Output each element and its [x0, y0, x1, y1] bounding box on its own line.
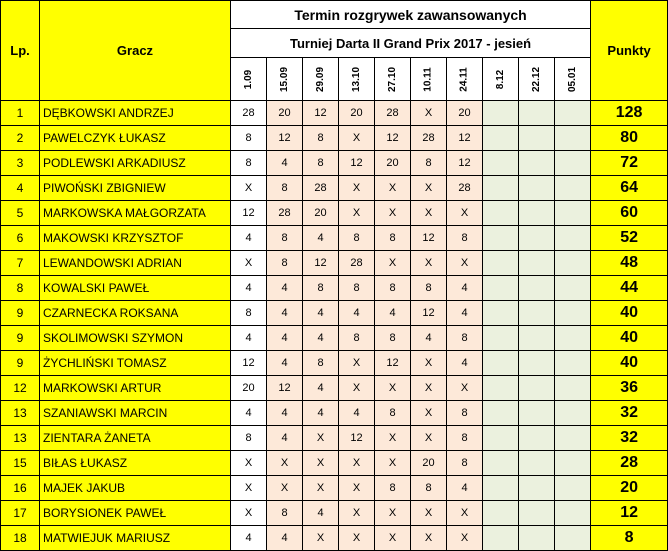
points-cell: 8 — [591, 526, 668, 551]
score-cell — [519, 501, 555, 526]
score-cell — [555, 176, 591, 201]
score-cell: X — [447, 376, 483, 401]
date-header — [267, 58, 303, 101]
points-cell: 40 — [591, 301, 668, 326]
score-cell: 12 — [447, 126, 483, 151]
date-label: 29.09 — [315, 66, 326, 92]
score-cell: 12 — [339, 426, 375, 451]
score-cell — [519, 351, 555, 376]
rank-cell: 7 — [1, 251, 40, 276]
score-cell: 12 — [411, 226, 447, 251]
score-cell — [555, 276, 591, 301]
score-cell: X — [447, 201, 483, 226]
score-cell: X — [303, 476, 339, 501]
score-cell: 8 — [231, 301, 267, 326]
score-cell: X — [303, 451, 339, 476]
score-cell — [555, 526, 591, 551]
table-row — [1, 451, 668, 476]
score-cell: 12 — [339, 151, 375, 176]
rank-cell: 4 — [1, 176, 40, 201]
date-header — [375, 58, 411, 101]
score-cell: 8 — [411, 276, 447, 301]
score-cell: X — [411, 501, 447, 526]
points-cell: 48 — [591, 251, 668, 276]
score-cell: X — [339, 351, 375, 376]
score-cell — [519, 101, 555, 126]
score-cell: 8 — [303, 351, 339, 376]
score-cell: 4 — [339, 301, 375, 326]
score-cell: X — [231, 501, 267, 526]
score-cell: X — [375, 376, 411, 401]
score-cell — [555, 376, 591, 401]
score-cell: 8 — [267, 176, 303, 201]
rank-cell: 15 — [1, 451, 40, 476]
score-cell — [555, 501, 591, 526]
score-cell — [519, 201, 555, 226]
score-cell: X — [303, 526, 339, 551]
player-name-cell: ŻYCHLIŃSKI TOMASZ — [40, 351, 231, 376]
player-name-cell: MATWIEJUK MARIUSZ — [40, 526, 231, 551]
date-label: 24.11 — [458, 66, 470, 92]
points-cell: 128 — [591, 101, 668, 126]
score-cell: 4 — [303, 301, 339, 326]
score-cell — [483, 526, 519, 551]
score-cell: X — [411, 201, 447, 226]
score-cell: 20 — [411, 451, 447, 476]
score-cell — [483, 351, 519, 376]
player-name-cell: DĘBKOWSKI ANDRZEJ — [40, 101, 231, 126]
score-cell — [519, 126, 555, 151]
rank-cell: 17 — [1, 501, 40, 526]
score-cell: 20 — [339, 101, 375, 126]
rank-cell: 2 — [1, 126, 40, 151]
rank-cell: 16 — [1, 476, 40, 501]
score-cell: X — [411, 401, 447, 426]
score-cell: 8 — [411, 476, 447, 501]
table-row — [1, 376, 668, 401]
score-cell — [483, 101, 519, 126]
score-cell: X — [411, 376, 447, 401]
date-label: 22.12 — [531, 66, 542, 92]
score-cell — [483, 151, 519, 176]
score-cell: X — [339, 126, 375, 151]
score-cell: X — [375, 501, 411, 526]
score-cell — [555, 351, 591, 376]
score-cell: 12 — [231, 201, 267, 226]
score-cell — [519, 526, 555, 551]
score-cell: 12 — [303, 251, 339, 276]
score-cell: 8 — [339, 276, 375, 301]
score-cell: X — [339, 376, 375, 401]
table-row — [1, 251, 668, 276]
score-cell: X — [303, 426, 339, 451]
score-cell: 28 — [267, 201, 303, 226]
score-cell: 12 — [375, 351, 411, 376]
header-lp: Lp. — [1, 1, 40, 101]
player-name-cell: SKOLIMOWSKI SZYMON — [40, 326, 231, 351]
table-row — [1, 526, 668, 551]
score-cell: 4 — [447, 351, 483, 376]
table-row — [1, 351, 668, 376]
score-cell: X — [339, 526, 375, 551]
table-row — [1, 276, 668, 301]
score-cell: 4 — [267, 151, 303, 176]
points-cell: 64 — [591, 176, 668, 201]
score-cell: X — [231, 476, 267, 501]
player-name-cell: PAWELCZYK ŁUKASZ — [40, 126, 231, 151]
score-cell: X — [339, 476, 375, 501]
rank-cell: 3 — [1, 151, 40, 176]
rank-cell: 9 — [1, 351, 40, 376]
score-cell: X — [447, 251, 483, 276]
score-cell: X — [267, 476, 303, 501]
score-cell: X — [375, 526, 411, 551]
score-cell: 8 — [231, 126, 267, 151]
points-cell: 32 — [591, 401, 668, 426]
points-cell: 44 — [591, 276, 668, 301]
score-cell — [519, 276, 555, 301]
table-row — [1, 301, 668, 326]
score-cell — [483, 376, 519, 401]
player-name-cell: BIŁAS ŁUKASZ — [40, 451, 231, 476]
score-cell: 4 — [231, 526, 267, 551]
score-cell: 4 — [231, 226, 267, 251]
score-cell: 4 — [267, 351, 303, 376]
score-cell: 4 — [303, 376, 339, 401]
player-name-cell: KOWALSKI PAWEŁ — [40, 276, 231, 301]
score-cell — [555, 201, 591, 226]
score-cell: 4 — [375, 301, 411, 326]
score-cell: 8 — [411, 151, 447, 176]
score-cell — [483, 426, 519, 451]
score-cell: 8 — [303, 126, 339, 151]
score-cell: X — [411, 176, 447, 201]
score-cell: 8 — [267, 226, 303, 251]
player-name-cell: MAJEK JAKUB — [40, 476, 231, 501]
points-cell: 12 — [591, 501, 668, 526]
date-header — [411, 58, 447, 101]
score-cell — [483, 176, 519, 201]
date-label: 05.01 — [567, 66, 579, 92]
score-cell — [555, 326, 591, 351]
score-cell: 4 — [267, 276, 303, 301]
score-cell: 8 — [447, 401, 483, 426]
header-subtitle: Turniej Darta II Grand Prix 2017 - jesień — [231, 29, 591, 58]
score-cell: 4 — [303, 401, 339, 426]
score-cell: 28 — [411, 126, 447, 151]
score-cell: 4 — [339, 401, 375, 426]
points-cell: 36 — [591, 376, 668, 401]
table-row — [1, 201, 668, 226]
score-cell: 4 — [447, 276, 483, 301]
rank-cell: 6 — [1, 226, 40, 251]
date-header — [303, 58, 339, 101]
score-cell: 4 — [267, 526, 303, 551]
points-cell: 80 — [591, 126, 668, 151]
date-label: 27.10 — [387, 66, 398, 92]
player-name-cell: CZARNECKA ROKSANA — [40, 301, 231, 326]
header-points: Punkty — [591, 1, 668, 101]
score-cell — [519, 326, 555, 351]
rank-cell: 5 — [1, 201, 40, 226]
score-cell — [519, 251, 555, 276]
score-cell: X — [447, 526, 483, 551]
score-cell — [483, 501, 519, 526]
player-name-cell: MARKOWSKI ARTUR — [40, 376, 231, 401]
score-cell — [483, 201, 519, 226]
score-cell: 4 — [231, 276, 267, 301]
score-cell: X — [375, 176, 411, 201]
score-cell: X — [375, 251, 411, 276]
score-cell: 8 — [231, 151, 267, 176]
score-cell: 28 — [231, 101, 267, 126]
table-row — [1, 426, 668, 451]
date-label: 15.09 — [279, 66, 290, 92]
score-cell: 8 — [447, 451, 483, 476]
score-cell: X — [339, 501, 375, 526]
player-name-cell: LEWANDOWSKI ADRIAN — [40, 251, 231, 276]
rank-cell: 12 — [1, 376, 40, 401]
points-cell: 32 — [591, 426, 668, 451]
date-header — [231, 58, 267, 101]
score-cell: X — [339, 176, 375, 201]
score-cell: 8 — [375, 326, 411, 351]
player-name-cell: SZANIAWSKI MARCIN — [40, 401, 231, 426]
score-cell: 28 — [303, 176, 339, 201]
score-cell: X — [411, 101, 447, 126]
score-cell: 12 — [267, 376, 303, 401]
score-cell: X — [231, 176, 267, 201]
score-cell: 8 — [447, 426, 483, 451]
score-cell: X — [339, 201, 375, 226]
score-cell: X — [375, 201, 411, 226]
score-cell: 4 — [411, 326, 447, 351]
date-header — [483, 58, 519, 101]
score-cell: 8 — [303, 151, 339, 176]
score-cell — [519, 376, 555, 401]
score-cell — [555, 301, 591, 326]
player-name-cell: PIWOŃSKI ZBIGNIEW — [40, 176, 231, 201]
table-row — [1, 501, 668, 526]
score-cell: 4 — [267, 426, 303, 451]
score-cell: 8 — [267, 501, 303, 526]
score-cell — [483, 251, 519, 276]
score-cell: X — [411, 251, 447, 276]
score-cell: X — [339, 451, 375, 476]
table-row — [1, 151, 668, 176]
player-name-cell: MAKOWSKI KRZYSZTOF — [40, 226, 231, 251]
score-cell — [483, 276, 519, 301]
score-cell: 12 — [447, 151, 483, 176]
date-label: 13.10 — [351, 66, 362, 92]
score-cell — [483, 126, 519, 151]
score-cell: 20 — [303, 201, 339, 226]
table-row — [1, 176, 668, 201]
score-cell — [483, 401, 519, 426]
rank-cell: 8 — [1, 276, 40, 301]
score-cell: 8 — [375, 476, 411, 501]
header-player: Gracz — [40, 1, 231, 101]
rank-cell: 18 — [1, 526, 40, 551]
score-cell: 12 — [303, 101, 339, 126]
player-name-cell: BORYSIONEK PAWEŁ — [40, 501, 231, 526]
score-cell: 8 — [231, 426, 267, 451]
score-cell: X — [411, 526, 447, 551]
player-name-cell: MARKOWSKA MAŁGORZATA — [40, 201, 231, 226]
score-cell: X — [375, 451, 411, 476]
score-cell — [519, 151, 555, 176]
score-cell: 12 — [375, 126, 411, 151]
date-label: 10.11 — [422, 66, 434, 92]
score-cell — [519, 401, 555, 426]
score-cell — [555, 401, 591, 426]
score-cell — [519, 451, 555, 476]
score-cell: 8 — [447, 226, 483, 251]
date-label: 1.09 — [243, 69, 254, 89]
points-cell: 20 — [591, 476, 668, 501]
table-row — [1, 101, 668, 126]
score-cell — [483, 226, 519, 251]
score-cell: X — [231, 251, 267, 276]
score-cell: X — [411, 426, 447, 451]
score-cell: 28 — [375, 101, 411, 126]
score-cell: 20 — [231, 376, 267, 401]
player-name-cell: PODLEWSKI ARKADIUSZ — [40, 151, 231, 176]
score-cell: 20 — [375, 151, 411, 176]
score-cell: 8 — [303, 276, 339, 301]
points-cell: 28 — [591, 451, 668, 476]
points-cell: 60 — [591, 201, 668, 226]
points-cell: 40 — [591, 326, 668, 351]
score-cell: 8 — [267, 251, 303, 276]
date-label: 8.12 — [495, 69, 506, 89]
score-cell: 4 — [231, 401, 267, 426]
header-title: Termin rozgrywek zawansowanych — [231, 1, 591, 29]
table-row — [1, 126, 668, 151]
score-cell: X — [231, 451, 267, 476]
score-cell: 4 — [267, 301, 303, 326]
table-row — [1, 326, 668, 351]
score-cell — [483, 476, 519, 501]
date-header — [519, 58, 555, 101]
score-cell: 28 — [447, 176, 483, 201]
score-cell — [519, 226, 555, 251]
score-cell — [555, 251, 591, 276]
score-cell — [519, 176, 555, 201]
score-cell: 4 — [447, 301, 483, 326]
player-name-cell: ZIENTARA ŻANETA — [40, 426, 231, 451]
score-cell — [555, 101, 591, 126]
score-cell — [555, 426, 591, 451]
score-cell: 20 — [267, 101, 303, 126]
rank-cell: 13 — [1, 401, 40, 426]
score-cell — [555, 226, 591, 251]
date-header — [447, 58, 483, 101]
score-cell — [555, 151, 591, 176]
score-cell: 12 — [267, 126, 303, 151]
score-cell: 12 — [411, 301, 447, 326]
rank-cell: 1 — [1, 101, 40, 126]
score-cell: 4 — [267, 401, 303, 426]
score-cell: X — [411, 351, 447, 376]
score-cell — [483, 326, 519, 351]
rank-cell: 13 — [1, 426, 40, 451]
score-cell: X — [267, 451, 303, 476]
score-cell — [519, 301, 555, 326]
score-cell: 4 — [231, 326, 267, 351]
score-cell: 12 — [231, 351, 267, 376]
date-header — [555, 58, 591, 101]
score-cell: 4 — [303, 501, 339, 526]
score-cell — [519, 426, 555, 451]
score-cell: 8 — [375, 401, 411, 426]
rank-cell: 9 — [1, 301, 40, 326]
score-cell: 4 — [267, 326, 303, 351]
score-cell: 8 — [339, 326, 375, 351]
score-cell — [555, 126, 591, 151]
table-body — [1, 101, 668, 551]
score-cell — [555, 476, 591, 501]
points-cell: 72 — [591, 151, 668, 176]
table-row — [1, 401, 668, 426]
score-cell: 20 — [447, 101, 483, 126]
score-cell: 8 — [447, 326, 483, 351]
score-cell: 4 — [303, 326, 339, 351]
score-cell — [483, 301, 519, 326]
score-cell — [483, 451, 519, 476]
date-header — [339, 58, 375, 101]
score-cell: 4 — [447, 476, 483, 501]
score-cell: 28 — [339, 251, 375, 276]
score-cell: 8 — [375, 276, 411, 301]
score-cell — [519, 476, 555, 501]
points-cell: 52 — [591, 226, 668, 251]
score-cell: X — [375, 426, 411, 451]
score-cell: 8 — [339, 226, 375, 251]
rank-cell: 9 — [1, 326, 40, 351]
table-row — [1, 226, 668, 251]
score-cell: 8 — [375, 226, 411, 251]
score-cell: 4 — [303, 226, 339, 251]
points-cell: 40 — [591, 351, 668, 376]
score-cell — [555, 451, 591, 476]
table-row — [1, 476, 668, 501]
score-cell: X — [447, 501, 483, 526]
